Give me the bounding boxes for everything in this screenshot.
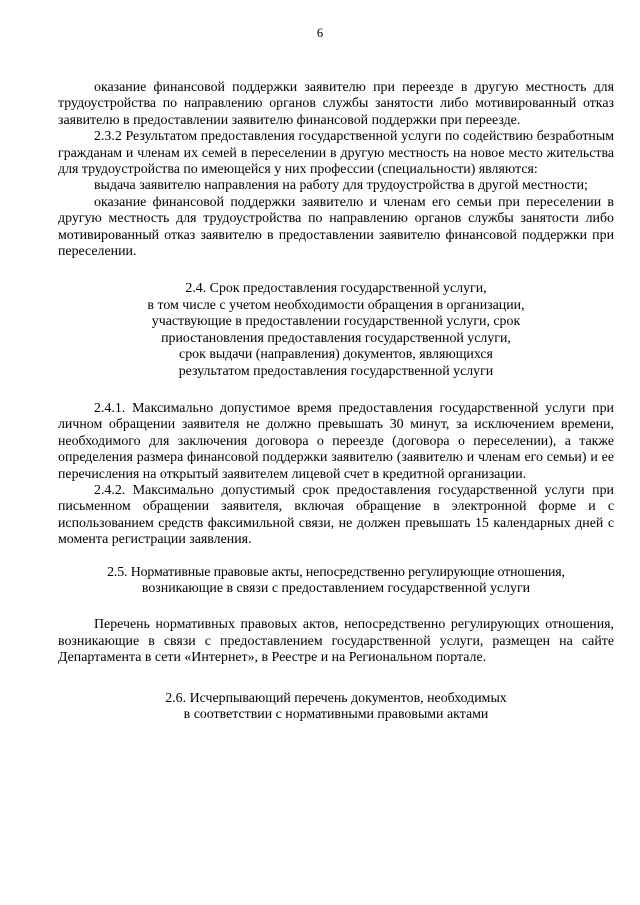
heading-line: 2.4. Срок предоставления государственной услуги, bbox=[185, 281, 487, 297]
paragraph-financial-support-resettlement: оказание финансовой поддержки заявителю и членам его семьи при переселении в другую местность для трудоустройства по направлению органов службы занятости либо мотивированный отказ заявителю в предоставлении заявителю финансовой поддержки при переселении. bbox=[58, 194, 614, 260]
paragraph-2-5-regulatory-acts: Перечень нормативных правовых актов, непосредственно регулирующих отношения, возникающие в связи с предоставлением государственной услуги, размещен на сайте Департамента в сети «Интернет», в Реестре и на Региональном портале. bbox=[58, 617, 614, 666]
heading-line: 2.5. Нормативные правовые акты, непосредственно регулирующие отношения, bbox=[107, 564, 565, 580]
heading-line: результатом предоставления государственной услуги bbox=[178, 363, 494, 379]
page-number: 6 bbox=[316, 26, 324, 40]
heading-2-6 bbox=[58, 691, 614, 724]
heading-2-5 bbox=[58, 565, 614, 598]
document-body bbox=[58, 80, 614, 723]
heading-line: возникающие в связи с предоставлением государственной услуги bbox=[141, 580, 531, 596]
heading-line: приостановления предоставления государственной услуги, bbox=[161, 330, 511, 346]
heading-line: в соответствии с нормативными правовыми актами bbox=[183, 707, 489, 722]
heading-line: участвующие в предоставлении государственной услуги, срок bbox=[151, 314, 521, 330]
heading-line: срок выдачи (направления) документов, являющихся bbox=[179, 347, 493, 363]
paragraph-financial-support-relocation: оказание финансовой поддержки заявителю при переезде в другую местность для трудоустройства по направлению органов службы занятости либо мотивированный отказ заявителю в предоставлении заявителю финансовой поддержки при переезде. bbox=[58, 80, 614, 128]
paragraph-2-4-2: 2.4.2. Максимально допустимый срок предоставления государственной услуги при письменном обращении заявителя, включая обращение в электронной форме и с использованием средств факсимильной связи, не должен превышать 15 календарных дней с момента регистрации заявления. bbox=[58, 482, 614, 548]
heading-line: в том числе с учетом необходимости обращения в организации, bbox=[147, 297, 525, 313]
paragraph-2-4-1: 2.4.1. Максимально допустимое время предоставления государственной услуги при личном обращении заявителя не должно превышать 30 минут, за исключением времени, необходимого для заключения договора о переезде (договора о переселении), а также определения размера финансовой поддержки заявителю (заявителю и членам его семьи) и ее перечисления на открытый заявителем лицевой счет в кредитной организации. bbox=[58, 400, 614, 482]
heading-2-4 bbox=[58, 281, 614, 379]
heading-line: 2.6. Исчерпывающий перечень документов, необходимых bbox=[165, 690, 507, 706]
paragraph-issuance-direction: выдача заявителю направления на работу для трудоустройства в другой местности; bbox=[94, 178, 588, 194]
paragraph-2-3-2-result: 2.3.2 Результатом предоставления государственной услуги по содействию безработным гражданам и членам их семей в переселении в другую местность на новое место жительства для трудоустройства по имеющейся у них профессии (специальности) являются: bbox=[58, 129, 614, 178]
